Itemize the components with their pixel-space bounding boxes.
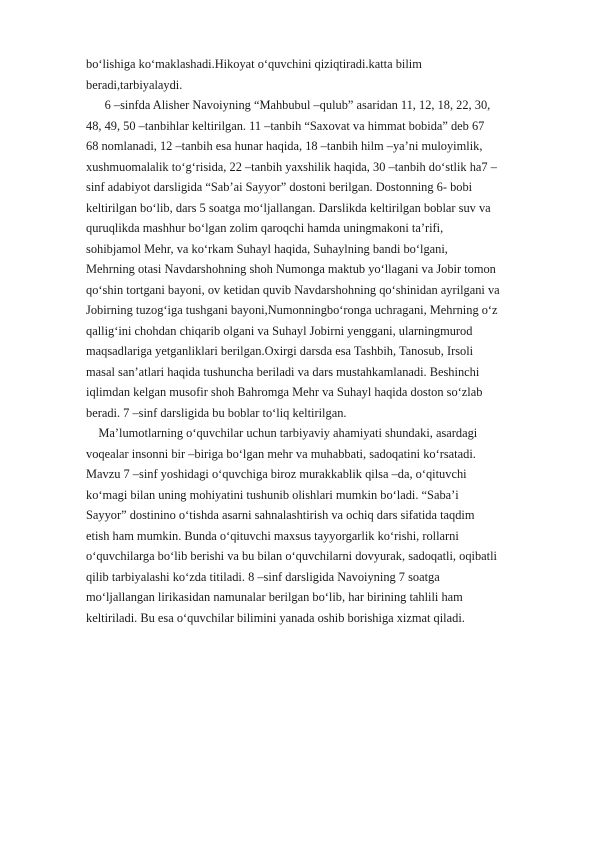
text-line-10: sohibjamol Mehr, va ko‘rkam Suhayl haqida, Suhaylning bandi bo‘lgani, bbox=[86, 241, 448, 256]
text-line-26: qilib tarbiyalashi ko‘zda titiladi. 8 –sinf darsligida Navoiyning 7 soatga bbox=[86, 569, 440, 584]
text-line-6: xushmuomalalik to‘g‘risida, 22 –tanbih yaxshilik haqida, 30 –tanbih do‘stlik ha7 – bbox=[86, 159, 497, 174]
text-line-14: qallig‘ini chohdan chiqarib olgani va Suhayl Jobirni yenggani, ularningmurod bbox=[86, 323, 473, 338]
text-line-15: maqsadlariga yetganliklari berilgan.Oxirgi darsda esa Tashbih, Tanosub, Irsoli bbox=[86, 344, 474, 358]
text-line-9: quruqlikda mashhur bo‘lgan zolim qaroqchi hamda uningmakoni ta’rifi, bbox=[86, 221, 444, 235]
text-line-28: keltiriladi. Bu esa o‘quvchilar bilimini yanada oshib borishiga xizmat qiladi. bbox=[86, 610, 465, 625]
text-line-27: mo‘ljallangan lirikasidan namunalar berilgan bo‘lib, har birining tahlili ham bbox=[86, 590, 463, 604]
text-line-11: Mehrning otasi Navdarshohning shoh Numonga maktub yo‘llagani va Jobir tomon bbox=[86, 262, 496, 276]
text-line-12: qo‘shin tortgani bayoni, ov ketidan quvib Navdarshohning qo‘shinidan ayrilgani va bbox=[86, 282, 500, 297]
text-line-1: bo‘lishiga ko‘maklashadi.Hikoyat o‘quvchini qiziqtiradi.katta bilim bbox=[86, 57, 422, 71]
text-line-24: etish ham mumkin. Bunda o‘qituvchi maxsus tayyorgarlik ko‘rishi, rollarni bbox=[86, 528, 459, 543]
text-line-13: Jobirning tuzog‘iga tushgani bayoni,Numonningbo‘ronga uchragani, Mehrning o‘z bbox=[86, 303, 498, 317]
text-line-25: o‘quvchilarga bo‘lib berishi va bu bilan o‘quvchilarni dovyurak, sadoqatli, oqibatli bbox=[86, 549, 497, 563]
text-line-18: beradi. 7 –sinf darsligida bu boblar to‘liq keltirilgan. bbox=[86, 405, 347, 420]
text-line-3: 6 –sinfda Alisher Navoiyning “Mahbubul –qulub” asaridan 11, 12, 18, 22, 30, bbox=[86, 98, 491, 112]
text-line-8: keltirilgan bo‘lib, dars 5 soatga mo‘ljallangan. Darslikda keltirilgan boblar suv va bbox=[86, 200, 491, 215]
body-text bbox=[86, 54, 594, 628]
text-line-17: iqlimdan kelgan musofir shoh Bahromga Mehr va Suhayl haqida doston so‘zlab bbox=[86, 385, 483, 399]
text-line-2: beradi,tarbiyalaydi. bbox=[86, 77, 183, 92]
text-line-7: sinf adabiyot darsligida “Sab’ai Sayyor” dostoni berilgan. Dostonning 6- bobi bbox=[86, 180, 473, 194]
text-line-23: Sayyor” dostinino o‘tishda asarni sahnalashtirish va ochiq dars sifatida taqdim bbox=[86, 508, 475, 522]
text-line-20: voqealar insonni bir –biriga bo‘lgan mehr va muhabbati, sadoqatini ko‘rsatadi. bbox=[86, 446, 476, 461]
text-line-5: 68 nomlanadi, 12 –tanbih esa hunar haqida, 18 –tanbih hilm –ya’ni muloyimlik, bbox=[86, 139, 483, 153]
text-line-19: Ma’lumotlarning o‘quvchilar uchun tarbiyaviy ahamiyati shundaki, asardagi bbox=[86, 426, 478, 440]
text-line-21: Mavzu 7 –sinf yoshidagi o‘quvchiga biroz murakkablik qilsa –da, o‘qituvchi bbox=[86, 467, 467, 481]
text-line-16: masal san’atlari haqida tushuncha beriladi va dars mustahkamlanadi. Beshinchi bbox=[86, 364, 480, 379]
text-line-4: 48, 49, 50 –tanbihlar keltirilgan. 11 –tanbih “Saxovat va himmat bobida” deb 67 bbox=[86, 118, 485, 133]
text-line-22: ko‘magi bilan uning mohiyatini tushunib olishlari mumkin bo‘ladi. “Saba’i bbox=[86, 487, 459, 502]
